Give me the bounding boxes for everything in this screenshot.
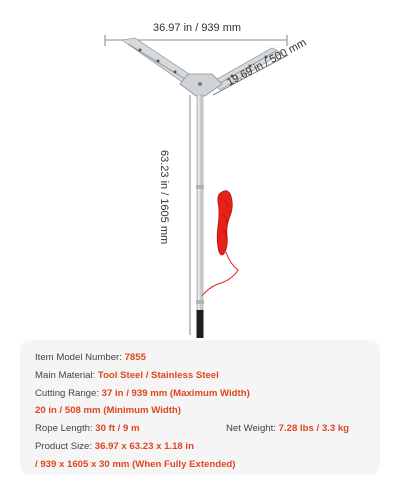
spec-size-metric xyxy=(35,456,365,474)
spec-weight-value: 7.28 lbs / 3.3 kg xyxy=(278,423,350,435)
arm-dimension-label: 19.69 in / 500 mm xyxy=(225,36,309,89)
spec-size-value2: / 939 x 1605 x 30 mm (When Fully Extended) xyxy=(35,458,236,470)
spec-model-label: Item Model Number: xyxy=(35,352,122,363)
spec-card xyxy=(20,340,380,475)
spec-cutting-label: Cutting Range: xyxy=(35,387,99,399)
spec-weight xyxy=(226,420,349,438)
height-dimension-label: 63.23 in / 1605 mm xyxy=(158,150,170,245)
spec-model-value: 7855 xyxy=(124,352,146,363)
spec-cutting-value2: 20 in / 508 mm (Minimum Width) xyxy=(35,405,181,417)
spec-cutting-value: 37 in / 939 mm (Maximum Width) xyxy=(101,387,250,399)
rope-coil xyxy=(202,191,238,296)
spec-cutting xyxy=(35,385,365,403)
spec-rope-weight xyxy=(35,420,365,438)
telescopic-pole xyxy=(196,95,204,338)
spec-material-label: Main Material: xyxy=(35,369,96,381)
spec-size-value: 36.97 x 63.23 x 1.18 in xyxy=(94,440,194,452)
spec-rope-label: Rope Length: xyxy=(35,423,93,435)
center-bracket xyxy=(180,74,222,96)
spec-size-label: Product Size: xyxy=(35,440,93,452)
width-dimension-label: 36.97 in / 939 mm xyxy=(153,22,242,34)
spec-material-value: Tool Steel / Stainless Steel xyxy=(97,369,219,381)
spec-size xyxy=(35,438,365,456)
spec-rope-value: 30 ft / 9 m xyxy=(95,423,140,435)
spec-material xyxy=(35,367,365,385)
spec-weight-label: Net Weight: xyxy=(226,423,276,435)
spec-model xyxy=(35,349,365,367)
spec-cutting-min xyxy=(35,402,365,420)
